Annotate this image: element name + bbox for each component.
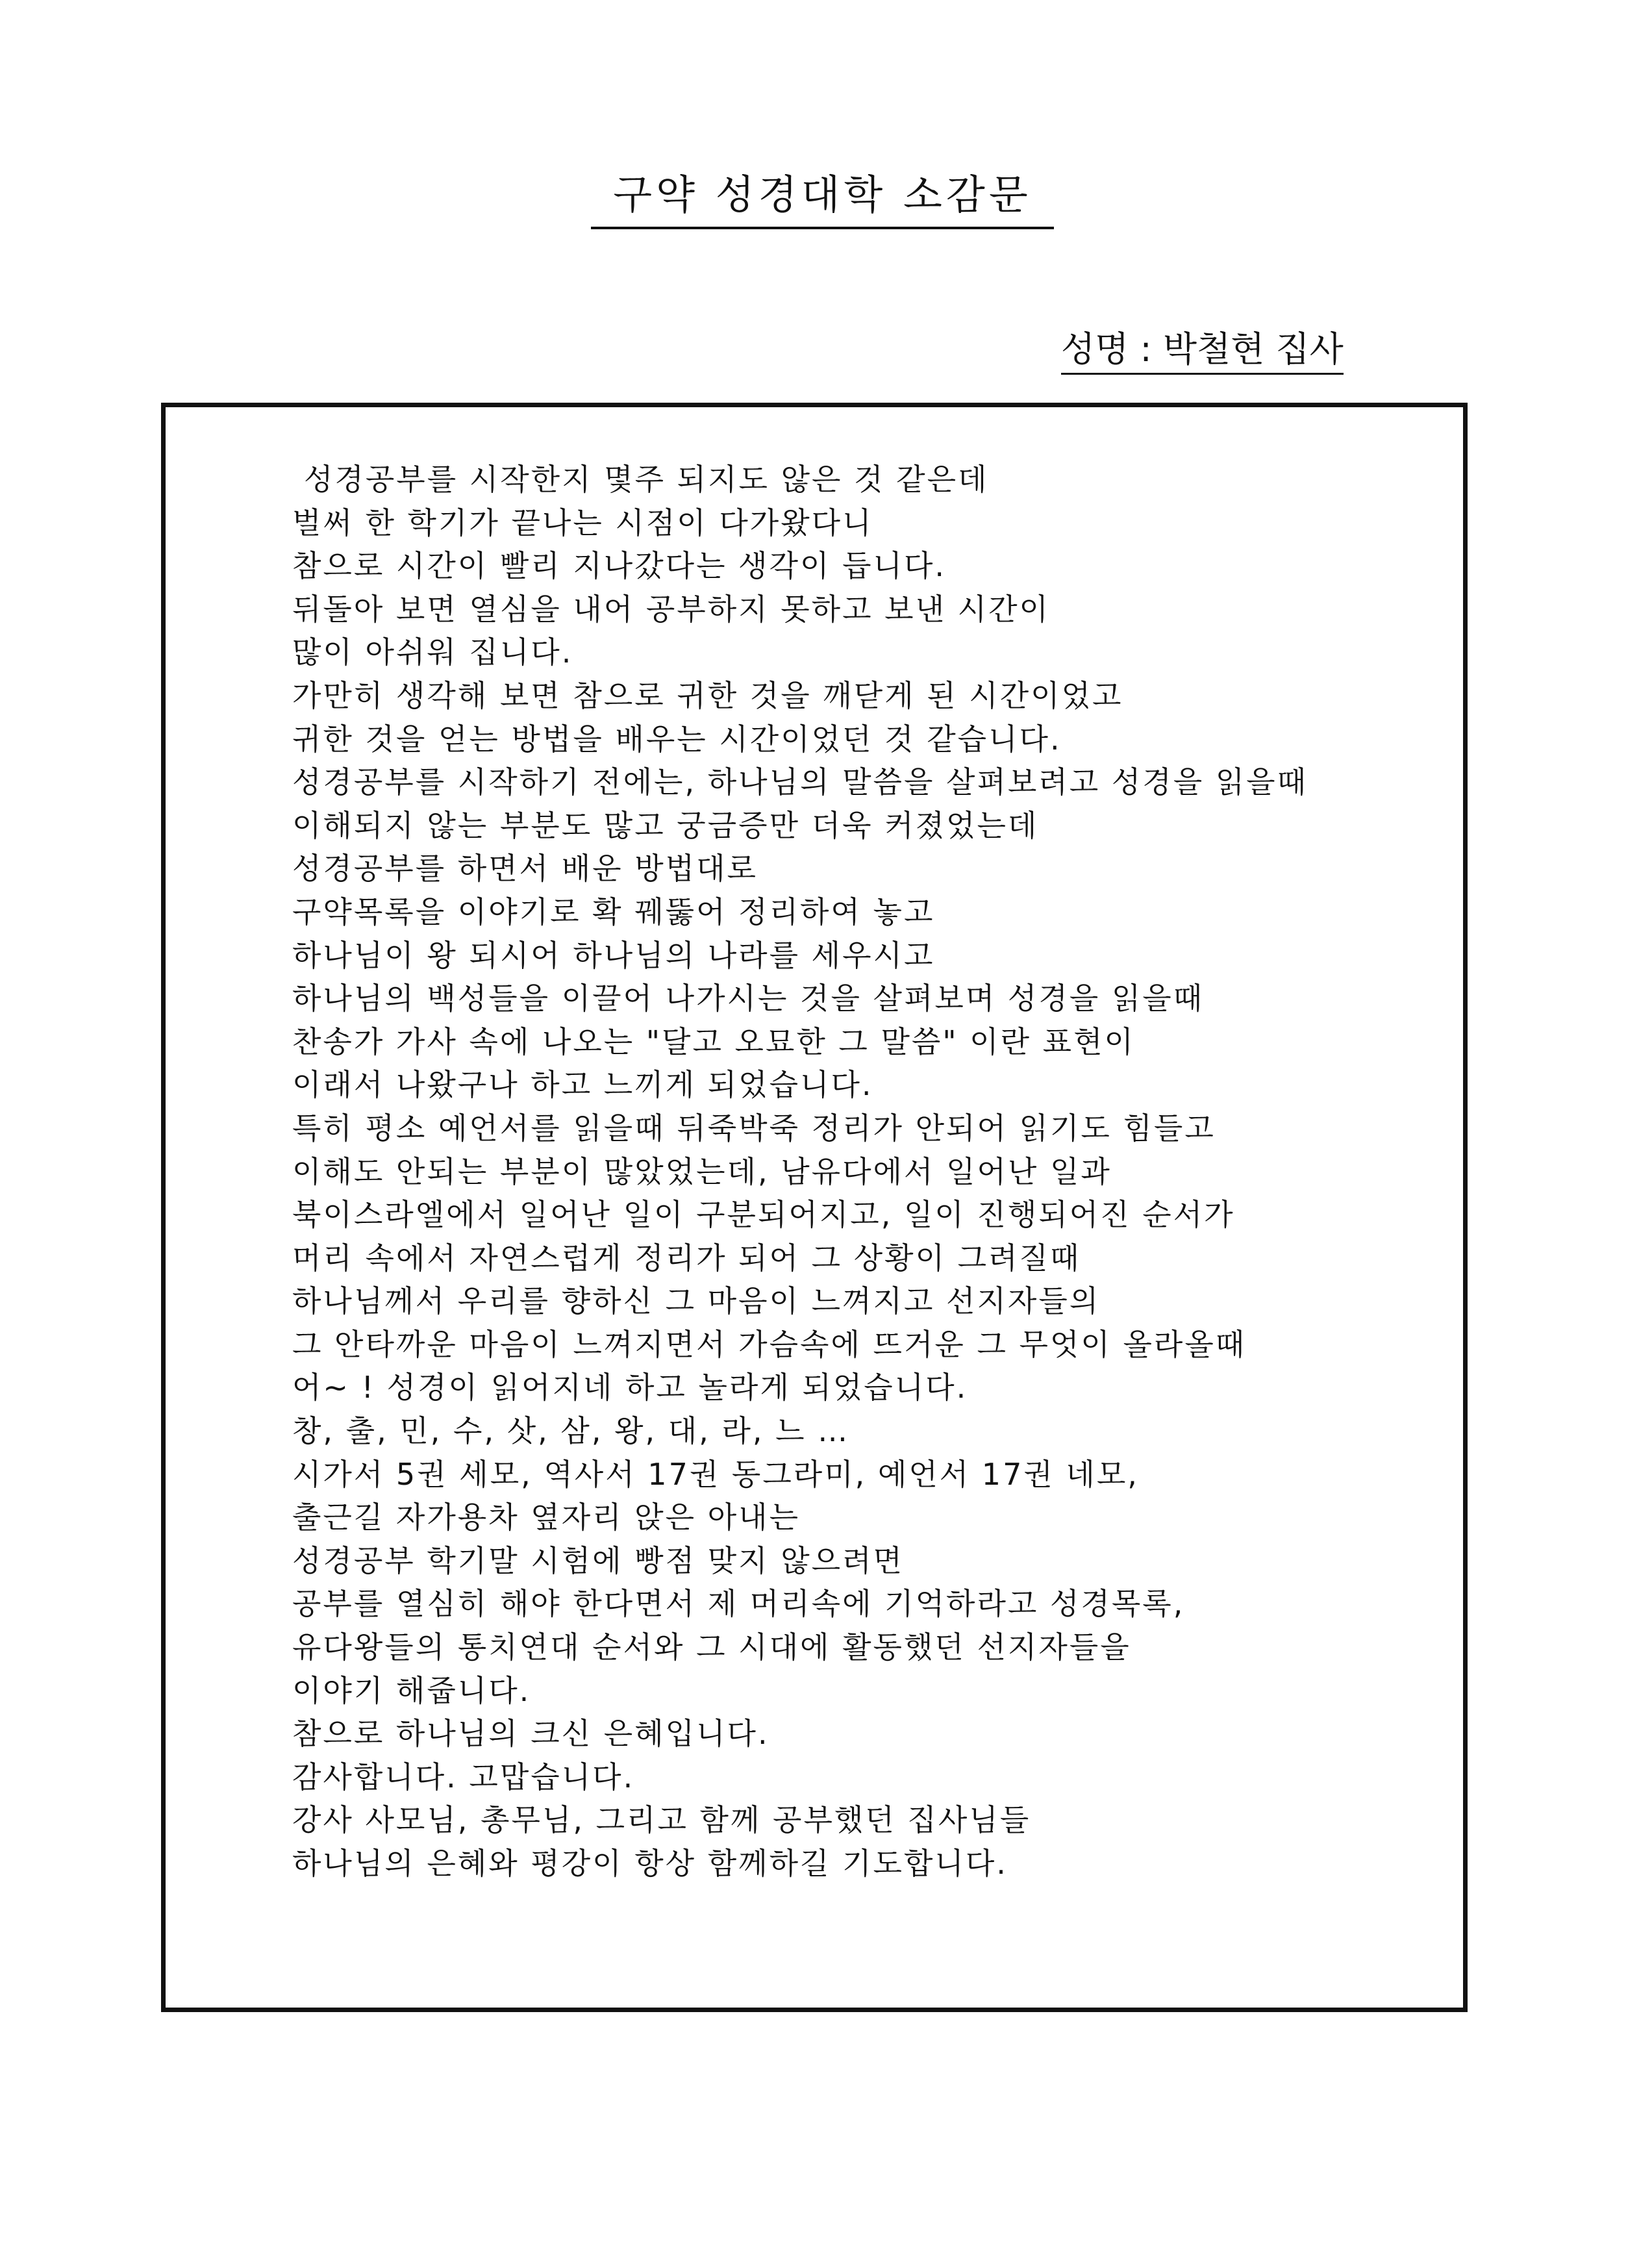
document-title: 구약 성경대학 소감문 [591, 162, 1054, 229]
essay-line: 성경공부를 하면서 배운 방법대로 [292, 851, 758, 887]
essay-line: 하나님이 왕 되시어 하나님의 나라를 세우시고 [292, 937, 935, 973]
essay-line: 이해도 안되는 부분이 많았었는데, 남유다에서 일어난 일과 [292, 1153, 1112, 1189]
essay-line: 찬송가 가사 속에 나오는 "달고 오묘한 그 말씀" 이란 표현이 [292, 1024, 1135, 1059]
essay-line: 이야기 해줍니다. [292, 1672, 531, 1708]
essay-line: 성경공부 학기말 시험에 빵점 맞지 않으려면 [292, 1543, 904, 1578]
essay-line: 하나님의 백성들을 이끌어 나가시는 것을 살펴보며 성경을 읽을때 [292, 981, 1205, 1016]
essay-line: 출근길 자가용차 옆자리 앉은 아내는 [292, 1500, 801, 1535]
essay-line: 이래서 나왔구나 하고 느끼게 되었습니다. [292, 1067, 873, 1103]
essay-line: 감사합니다. 고맙습니다. [292, 1759, 635, 1795]
essay-line: 벌써 한 학기가 끝나는 시점이 다가왔다니 [292, 505, 873, 540]
essay-line: 유다왕들의 통치연대 순서와 그 시대에 활동했던 선지자들을 [292, 1630, 1131, 1665]
essay-line: 성경공부를 시작하기 전에는, 하나님의 말씀을 살펴보려고 성경을 읽을때 [292, 764, 1308, 800]
essay-line: 머리 속에서 자연스럽게 정리가 되어 그 상황이 그려질때 [292, 1240, 1081, 1276]
essay-line: 특히 평소 예언서를 읽을때 뒤죽박죽 정리가 안되어 읽기도 힘들고 [292, 1110, 1216, 1146]
essay-line: 하나님의 은혜와 평강이 항상 함께하길 기도합니다. [292, 1846, 1008, 1881]
essay-line: 하나님께서 우리를 향하신 그 마음이 느껴지고 선지자들의 [292, 1283, 1101, 1319]
essay-line: 귀한 것을 얻는 방법을 배우는 시간이었던 것 같습니다. [292, 721, 1062, 757]
essay-line: 그 안타까운 마음이 느껴지면서 가슴속에 뜨거운 그 무엇이 올라올때 [292, 1326, 1247, 1362]
essay-line: 많이 아쉬워 집니다. [292, 635, 573, 670]
essay-line: 참으로 하나님의 크신 은혜입니다. [292, 1716, 770, 1752]
essay-body [292, 458, 1429, 1885]
essay-line: 가만히 생각해 보면 참으로 귀한 것을 깨닫게 된 시간이었고 [292, 677, 1123, 713]
essay-line: 어~ ! 성경이 읽어지네 하고 놀라게 되었습니다. [292, 1370, 968, 1405]
essay-line: 북이스라엘에서 일어난 일이 구분되어지고, 일이 진행되어진 순서가 [292, 1197, 1235, 1233]
essay-line: 시가서 5권 세모, 역사서 17권 동그라미, 예언서 17권 네모, [292, 1456, 1139, 1492]
essay-line: 성경공부를 시작한지 몇주 되지도 않은 것 같은데 [304, 462, 989, 497]
essay-line: 강사 사모님, 총무님, 그리고 함께 공부했던 집사님들 [292, 1802, 1031, 1838]
essay-line: 공부를 열심히 해야 한다면서 제 머리속에 기억하라고 성경목록, [292, 1586, 1185, 1622]
essay-line: 뒤돌아 보면 열심을 내어 공부하지 못하고 보낸 시간이 [292, 591, 1050, 627]
essay-line: 창, 출, 민, 수, 삿, 삼, 왕, 대, 라, 느 … [292, 1413, 850, 1449]
essay-line: 참으로 시간이 빨리 지나갔다는 생각이 듭니다. [292, 548, 947, 584]
author-name: 성명 : 박철현 집사 [1061, 321, 1344, 375]
essay-line: 이해되지 않는 부분도 많고 궁금증만 더욱 커졌었는데 [292, 807, 1039, 843]
essay-line: 구약목록을 이야기로 확 꿰뚫어 정리하여 놓고 [292, 894, 935, 929]
